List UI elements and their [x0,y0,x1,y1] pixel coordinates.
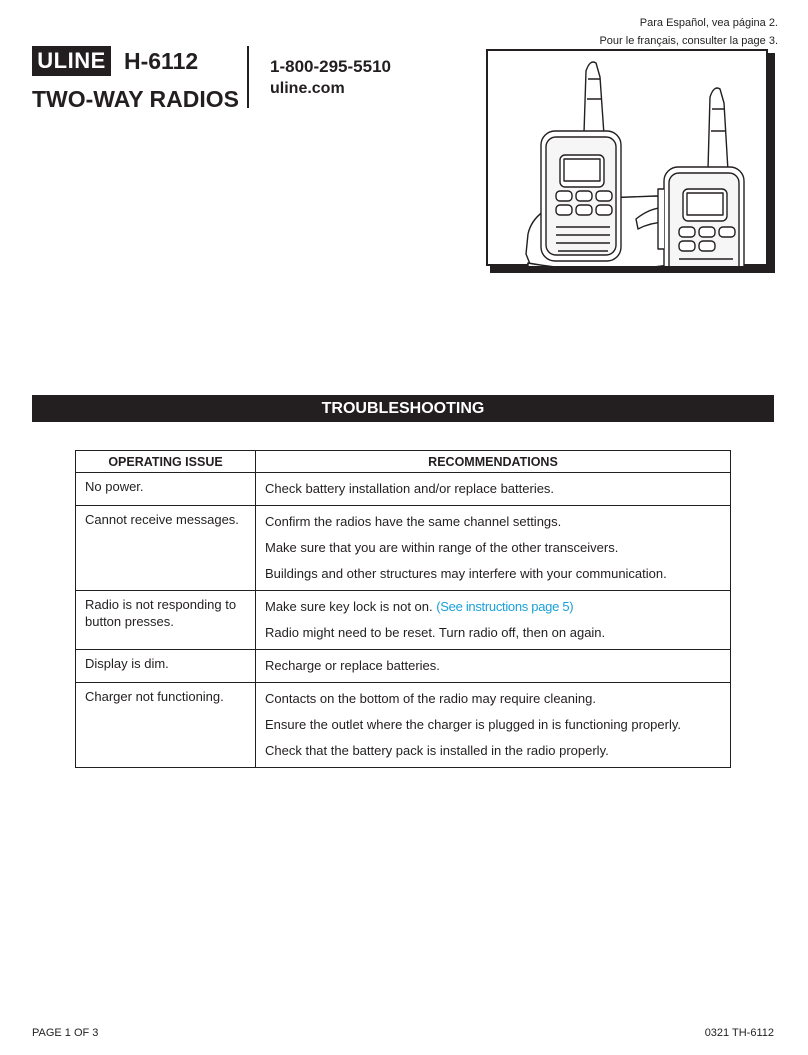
header-operating-issue: OPERATING ISSUE [76,451,256,473]
recommendation-text: Ensure the outlet where the charger is plugged in is functioning properly. [265,717,682,732]
header-divider [247,46,249,108]
two-way-radios-on-charger-image [486,49,768,266]
uline-logo: ULINE [32,46,111,76]
website: uline.com [270,80,345,97]
table-row [76,473,731,506]
header-recommendations: RECOMMENDATIONS [256,451,731,473]
recommendation-cell [256,506,731,591]
product-title: TWO-WAY RADIOS [32,86,240,112]
french-note: Pour le français, consulter la page 3. [599,35,778,47]
recommendation-text: Check that the battery pack is installed in the radio properly. [265,743,609,758]
issue-cell: Display is dim. [76,650,256,683]
language-note [599,14,778,50]
recommendation-cell [256,591,731,650]
issue-cell: Cannot receive messages. [76,506,256,591]
recommendation-text: Contacts on the bottom of the radio may require cleaning. [265,691,596,706]
troubleshooting-table [75,450,731,768]
recommendation-text: Check battery installation and/or replace batteries. [265,481,555,496]
recommendation-text: Make sure key lock is not on. [265,599,433,614]
recommendation-text: Confirm the radios have the same channel settings. [265,514,562,529]
page-number: PAGE 1 OF 3 [32,1027,99,1039]
section-title: TROUBLESHOOTING [32,395,774,422]
table-row [76,650,731,683]
table-row [76,683,731,768]
table-header-row [76,451,731,473]
recommendation-text: Buildings and other structures may interfere with your communication. [265,566,667,581]
spanish-note: Para Español, vea página 2. [639,17,778,29]
issue-cell: Charger not functioning. [76,683,256,768]
model-number: H-6112 [124,48,199,74]
recommendation-cell [256,650,731,683]
recommendation-line [265,598,721,615]
instructions-link[interactable]: (See instructions page 5) [436,599,574,614]
document-code: 0321 TH-6112 [704,1027,774,1039]
recommendation-cell [256,683,731,768]
recommendation-text: Recharge or replace batteries. [265,658,440,673]
issue-cell: Radio is not responding to button presses. [76,591,256,650]
table-row [76,506,731,591]
recommendation-text: Make sure that you are within range of the other transceivers. [265,540,619,555]
issue-cell: No power. [76,473,256,506]
recommendation-text: Radio might need to be reset. Turn radio off, then on again. [265,625,606,640]
phone-number: 1-800-295-5510 [270,57,391,76]
table-row [76,591,731,650]
recommendation-cell [256,473,731,506]
